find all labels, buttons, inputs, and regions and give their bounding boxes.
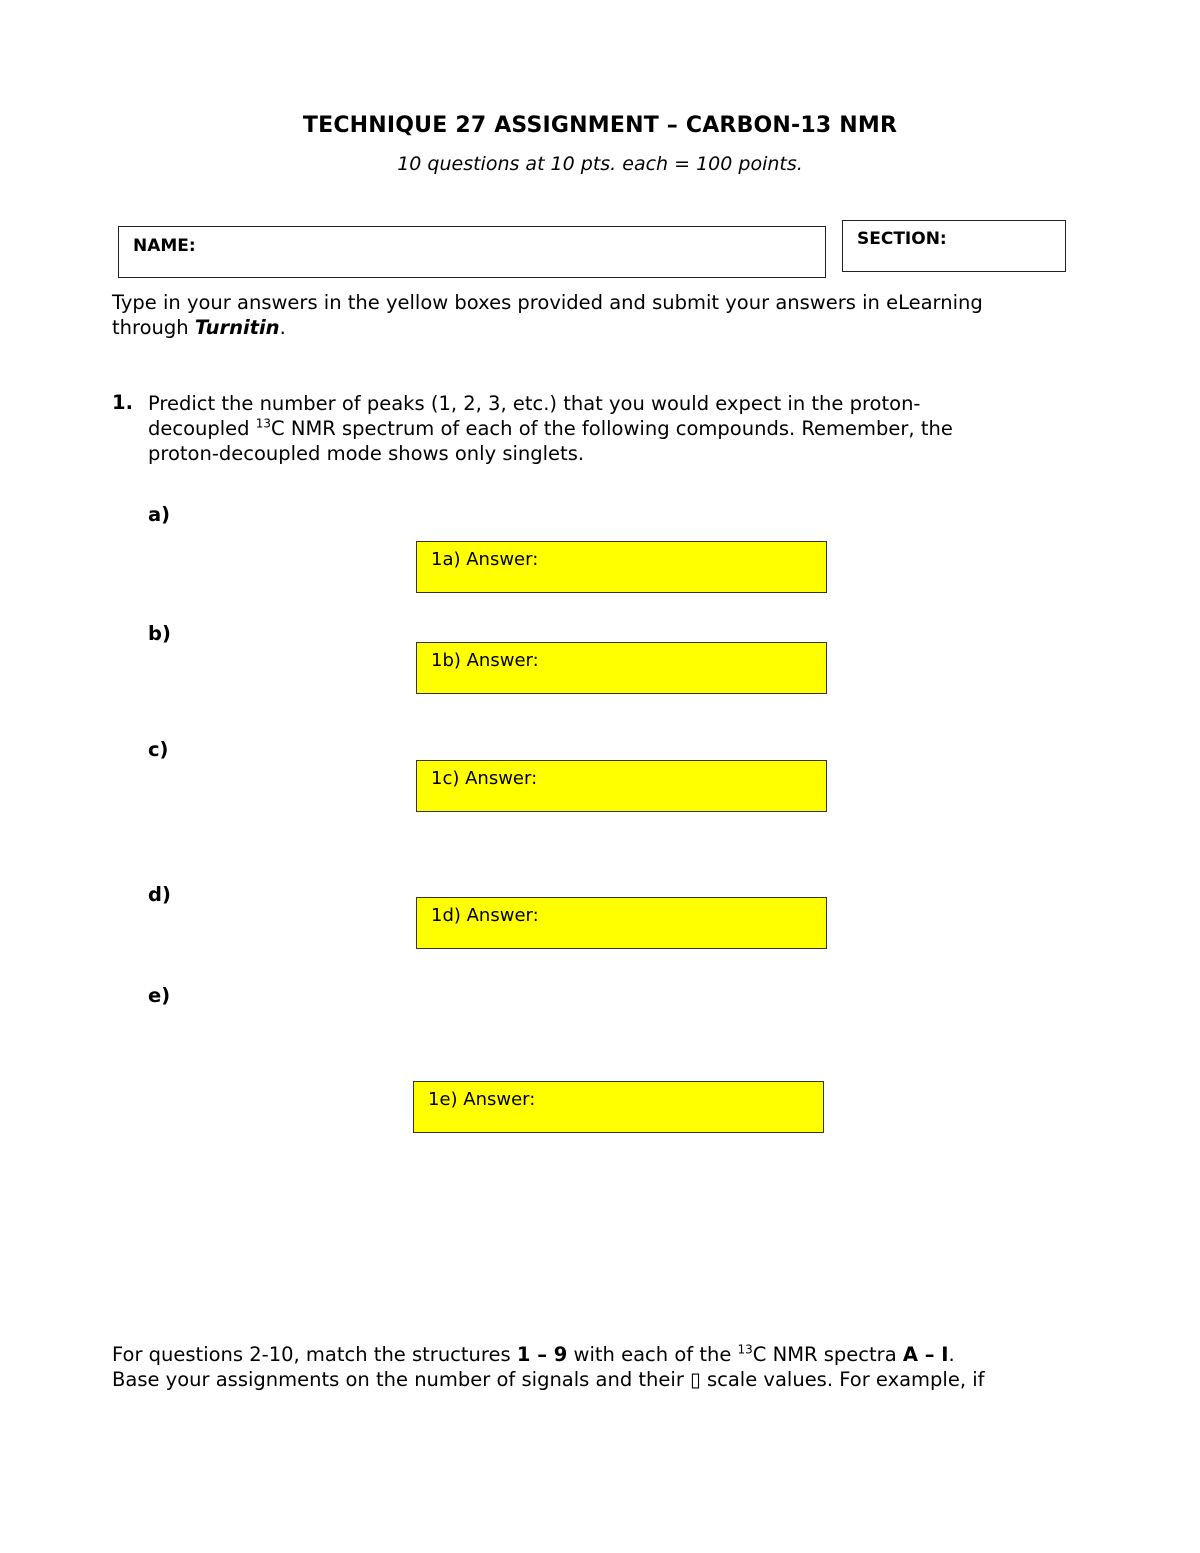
intro-text-f: . [948, 1343, 955, 1366]
intro-line-2: Base your assignments on the number of signals and their ▯ scale values. For example, if [112, 1368, 985, 1391]
question-1-number: 1. [112, 391, 133, 414]
part-c-label: c) [148, 738, 169, 761]
answer-label-1a: 1a) Answer: [431, 549, 539, 570]
part-d-label: d) [148, 883, 171, 906]
questions-2-10-intro [112, 1342, 1102, 1392]
answer-label-1d: 1d) Answer: [431, 905, 539, 926]
q1-superscript: 13 [255, 416, 272, 431]
part-b-label: b) [148, 622, 171, 645]
name-field[interactable] [118, 226, 826, 278]
page-subtitle: 10 questions at 10 pts. each = 100 points. [397, 153, 803, 175]
intro-superscript: 13 [737, 1342, 753, 1357]
instructions-line-2 [112, 315, 1092, 340]
answer-box-1d[interactable] [416, 897, 827, 949]
structures-range: 1 – 9 [516, 1343, 568, 1366]
intro-text-d: C NMR spectra [752, 1343, 903, 1366]
answer-box-1b[interactable] [416, 642, 827, 694]
part-a-label: a) [148, 503, 171, 526]
section-label: SECTION: [857, 229, 947, 249]
answer-box-1a[interactable] [416, 541, 827, 593]
part-e-label: e) [148, 984, 171, 1007]
name-label: NAME: [133, 236, 196, 256]
instructions-line-1: Type in your answers in the yellow boxes provided and submit your answers in eLearning [112, 291, 983, 314]
spectra-range: A – I [902, 1343, 949, 1366]
answer-label-1e: 1e) Answer: [428, 1089, 536, 1110]
answer-box-1e[interactable] [413, 1081, 824, 1133]
q1-line2-suffix: C NMR spectrum of each of the following compounds. Remember, the [271, 417, 953, 440]
instructions-prefix: through [112, 316, 195, 339]
question-1-line-2 [148, 416, 1088, 441]
page-title: TECHNIQUE 27 ASSIGNMENT – CARBON-13 NMR [302, 113, 898, 138]
answer-label-1c: 1c) Answer: [431, 768, 538, 789]
answer-box-1c[interactable] [416, 760, 827, 812]
question-1-line-1: Predict the number of peaks (1, 2, 3, etc.) that you would expect in the proton- [148, 392, 921, 415]
instructions [112, 290, 1092, 340]
section-field[interactable] [842, 220, 1066, 272]
answer-label-1b: 1b) Answer: [431, 650, 539, 671]
question-1-line-3: proton-decoupled mode shows only singlets. [148, 442, 585, 465]
intro-text-c: with each of the [567, 1343, 738, 1366]
question-1-text [148, 391, 1088, 466]
intro-text-a: For questions 2-10, match the structures [112, 1343, 517, 1366]
instructions-suffix: . [279, 316, 286, 339]
turnitin-emphasis: Turnitin [194, 316, 280, 339]
intro-line-1 [112, 1342, 1102, 1367]
q1-line2-prefix: decoupled [148, 417, 256, 440]
